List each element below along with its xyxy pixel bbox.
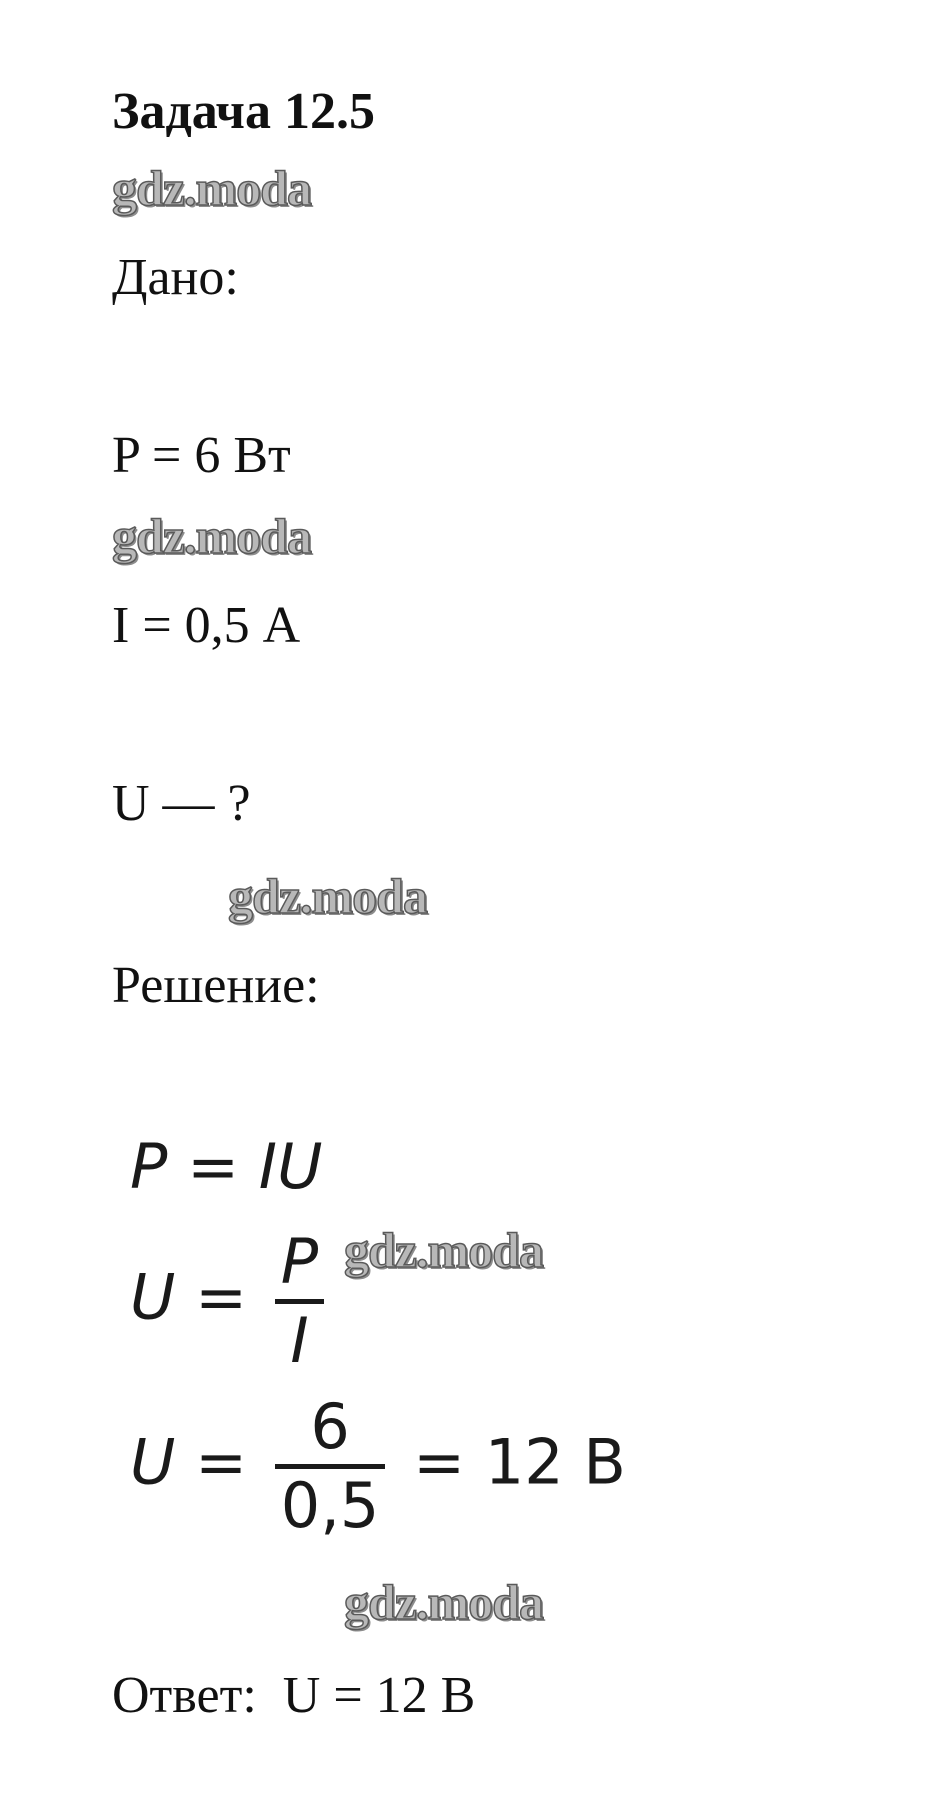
equation-power bbox=[130, 1132, 322, 1202]
given-current: I = 0,5 А bbox=[112, 597, 301, 654]
eq2-fraction bbox=[275, 1225, 324, 1378]
eq2-numerator: P bbox=[280, 1225, 319, 1298]
eq3-equals: = bbox=[195, 1425, 248, 1499]
eq1-lhs: P bbox=[130, 1130, 168, 1203]
eq2-lhs: U bbox=[130, 1260, 176, 1334]
eq3-fraction bbox=[275, 1390, 386, 1543]
problem-title: Задача 12.5 bbox=[112, 83, 375, 140]
eq1-rhs: IU bbox=[258, 1130, 323, 1203]
watermark-2: gdz.moda bbox=[112, 508, 311, 564]
watermark-3: gdz.moda bbox=[228, 868, 427, 924]
equation-voltage-result bbox=[130, 1390, 626, 1543]
given-power: P = 6 Вт bbox=[112, 427, 291, 484]
eq3-equals-2: = bbox=[413, 1425, 466, 1499]
eq3-lhs: U bbox=[130, 1425, 176, 1499]
answer-line bbox=[112, 1666, 475, 1726]
answer-label: Ответ: bbox=[112, 1667, 257, 1724]
eq1-equals: = bbox=[187, 1130, 240, 1203]
equation-voltage-formula bbox=[130, 1225, 332, 1378]
eq3-numerator: 6 bbox=[310, 1390, 350, 1463]
eq2-equals: = bbox=[195, 1260, 248, 1334]
watermark-5: gdz.moda bbox=[344, 1574, 543, 1630]
eq3-denominator: 0,5 bbox=[280, 1469, 380, 1542]
find-voltage: U — ? bbox=[112, 775, 251, 832]
solution-label: Решение: bbox=[112, 957, 320, 1014]
answer-value: U = 12 В bbox=[282, 1667, 476, 1724]
watermark-1: gdz.moda bbox=[112, 160, 311, 216]
given-label: Дано: bbox=[112, 249, 239, 306]
eq3-result: 12 В bbox=[484, 1425, 626, 1499]
eq2-denominator: I bbox=[290, 1304, 309, 1377]
watermark-4: gdz.moda bbox=[344, 1222, 543, 1278]
